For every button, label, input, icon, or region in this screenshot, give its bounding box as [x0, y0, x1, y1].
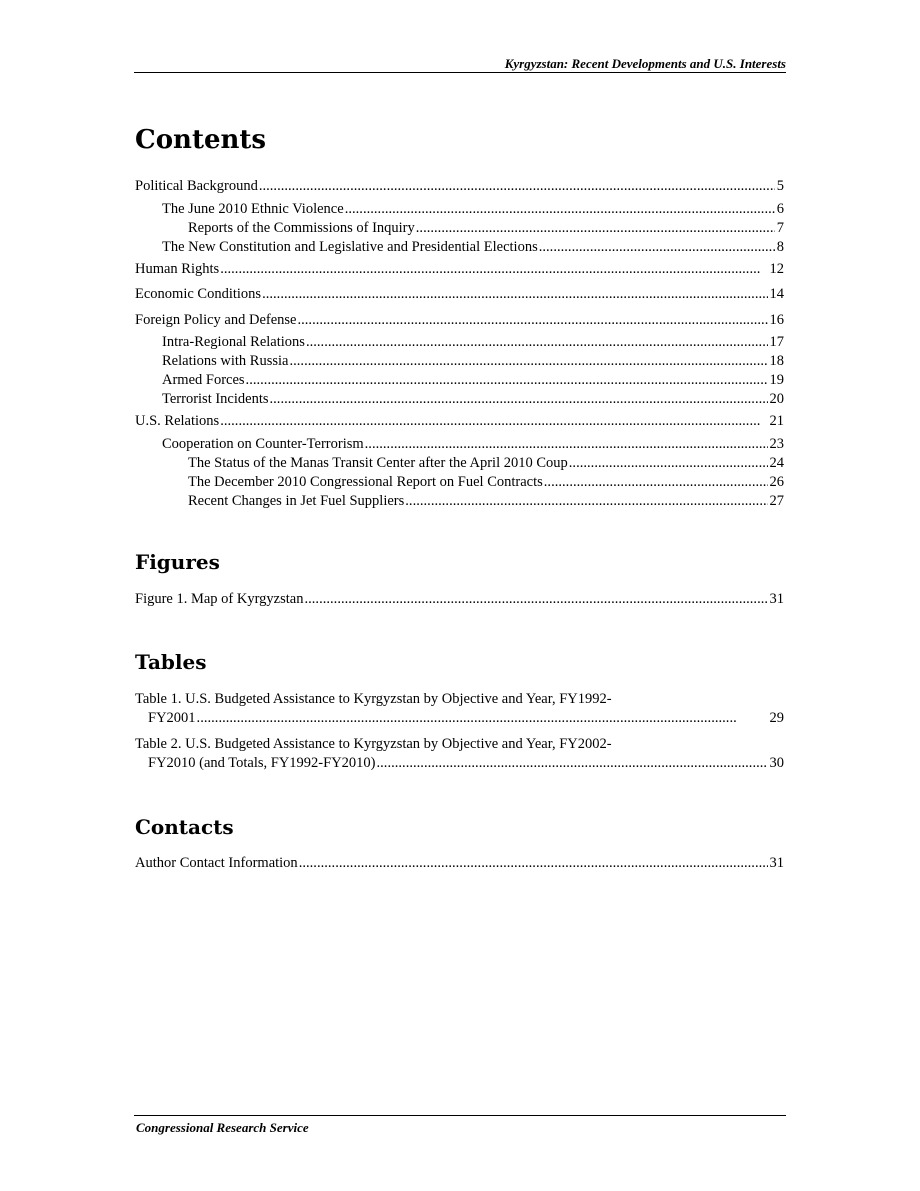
tables-heading: Tables: [135, 650, 207, 674]
toc-entry-new-constitution-elections[interactable]: [162, 238, 784, 256]
dot-leader: [416, 219, 775, 237]
dot-leader: [544, 473, 768, 491]
toc-entry-armed-forces[interactable]: [162, 371, 784, 389]
figures-heading: Figures: [135, 550, 220, 574]
toc-entry-text: The June 2010 Ethnic Violence: [162, 201, 344, 217]
toc-entry-foreign-policy-defense[interactable]: [135, 311, 784, 329]
dot-leader: [262, 285, 767, 303]
toc-entry-text: Figure 1. Map of Kyrgyzstan: [135, 591, 304, 607]
toc-entry-commissions-of-inquiry[interactable]: [188, 219, 784, 237]
toc-page-number: 5: [776, 178, 784, 194]
toc-entry-text: The Status of the Manas Transit Center after the April 2010 Coup: [188, 455, 568, 471]
toc-entry-text: FY2010 (and Totals, FY1992-FY2010): [148, 755, 376, 771]
toc-page-number: 16: [769, 312, 784, 328]
toc-entry-text: The New Constitution and Legislative and Presidential Elections: [162, 239, 538, 255]
contents-heading: Contents: [135, 125, 267, 155]
toc-entry-economic-conditions[interactable]: [135, 285, 784, 303]
toc-page-number: 17: [769, 334, 784, 350]
toc-page-number: 31: [769, 855, 784, 871]
toc-page-number: 20: [769, 391, 784, 407]
toc-entry-intra-regional-relations[interactable]: [162, 333, 784, 351]
toc-entry-table-2-line1[interactable]: Table 2. U.S. Budgeted Assistance to Kyrgyzstan by Objective and Year, FY2002-: [135, 736, 612, 752]
dot-leader: [259, 177, 775, 195]
toc-entry-terrorist-incidents[interactable]: [162, 390, 784, 408]
dot-leader: [197, 709, 768, 727]
footer-rule: [134, 1115, 786, 1116]
toc-entry-text: Reports of the Commissions of Inquiry: [188, 220, 415, 236]
contacts-heading: Contacts: [135, 815, 234, 839]
dot-leader: [345, 200, 775, 218]
toc-entry-text: Intra-Regional Relations: [162, 334, 305, 350]
toc-page-number: 7: [776, 220, 784, 236]
toc-entry-manas-transit-center[interactable]: [188, 454, 784, 472]
toc-entry-text: Author Contact Information: [135, 855, 298, 871]
toc-page-number: 23: [769, 436, 784, 452]
dot-leader: [569, 454, 768, 472]
toc-entry-text: Terrorist Incidents: [162, 391, 269, 407]
toc-page-number: 31: [769, 591, 784, 607]
toc-page-number: 26: [769, 474, 784, 490]
toc-page-number: 18: [769, 353, 784, 369]
dot-leader: [297, 311, 767, 329]
toc-page-number: 30: [769, 755, 784, 771]
toc-page-number: 24: [769, 455, 784, 471]
toc-entry-table-2-line2[interactable]: [148, 754, 784, 772]
dot-leader: [365, 435, 768, 453]
toc-entry-fuel-contracts-report[interactable]: [188, 473, 784, 491]
toc-entry-text: Political Background: [135, 178, 258, 194]
toc-page-number: 29: [769, 710, 784, 726]
dot-leader: [405, 492, 767, 510]
dot-leader: [220, 412, 767, 430]
dot-leader: [246, 371, 768, 389]
toc-page-number: 8: [776, 239, 784, 255]
dot-leader: [377, 754, 768, 772]
toc-entry-author-contact[interactable]: [135, 854, 784, 872]
toc-entry-jet-fuel-suppliers[interactable]: [188, 492, 784, 510]
toc-entry-text: Foreign Policy and Defense: [135, 312, 297, 328]
toc-page-number: 6: [776, 201, 784, 217]
toc-entry-table-1-line2[interactable]: [148, 709, 784, 727]
toc-entry-us-relations[interactable]: [135, 412, 784, 430]
dot-leader: [539, 238, 775, 256]
toc-entry-figure-1[interactable]: [135, 590, 784, 608]
toc-entry-text: Cooperation on Counter-Terrorism: [162, 436, 364, 452]
toc-entry-text: The December 2010 Congressional Report on Fuel Contracts: [188, 474, 543, 490]
toc-entry-text: Armed Forces: [162, 372, 245, 388]
dot-leader: [306, 333, 768, 351]
toc-entry-political-background[interactable]: [135, 177, 784, 195]
toc-entry-human-rights[interactable]: [135, 260, 784, 278]
toc-entry-text: U.S. Relations: [135, 413, 220, 429]
toc-entry-june-2010-ethnic-violence[interactable]: [162, 200, 784, 218]
dot-leader: [220, 260, 767, 278]
page-footer: Congressional Research Service: [136, 1120, 309, 1135]
dot-leader: [270, 390, 768, 408]
toc-page-number: 27: [769, 493, 784, 509]
toc-entry-relations-with-russia[interactable]: [162, 352, 784, 370]
toc-page-number: 12: [769, 261, 784, 277]
toc-entry-counter-terrorism[interactable]: [162, 435, 784, 453]
toc-entry-table-1-line1[interactable]: Table 1. U.S. Budgeted Assistance to Kyrgyzstan by Objective and Year, FY1992-: [135, 691, 612, 707]
toc-entry-text: Economic Conditions: [135, 286, 262, 302]
dot-leader: [299, 854, 768, 872]
dot-leader: [304, 590, 767, 608]
header-rule: [134, 72, 786, 73]
dot-leader: [289, 352, 767, 370]
toc-entry-text: Human Rights: [135, 261, 220, 277]
toc-entry-text: Relations with Russia: [162, 353, 289, 369]
running-header: Kyrgyzstan: Recent Developments and U.S. Interests: [504, 56, 786, 71]
toc-page-number: 14: [769, 286, 784, 302]
toc-page-number: 21: [769, 413, 784, 429]
toc-entry-text: FY2001: [148, 710, 196, 726]
toc-page-number: 19: [769, 372, 784, 388]
toc-entry-text: Recent Changes in Jet Fuel Suppliers: [188, 493, 405, 509]
